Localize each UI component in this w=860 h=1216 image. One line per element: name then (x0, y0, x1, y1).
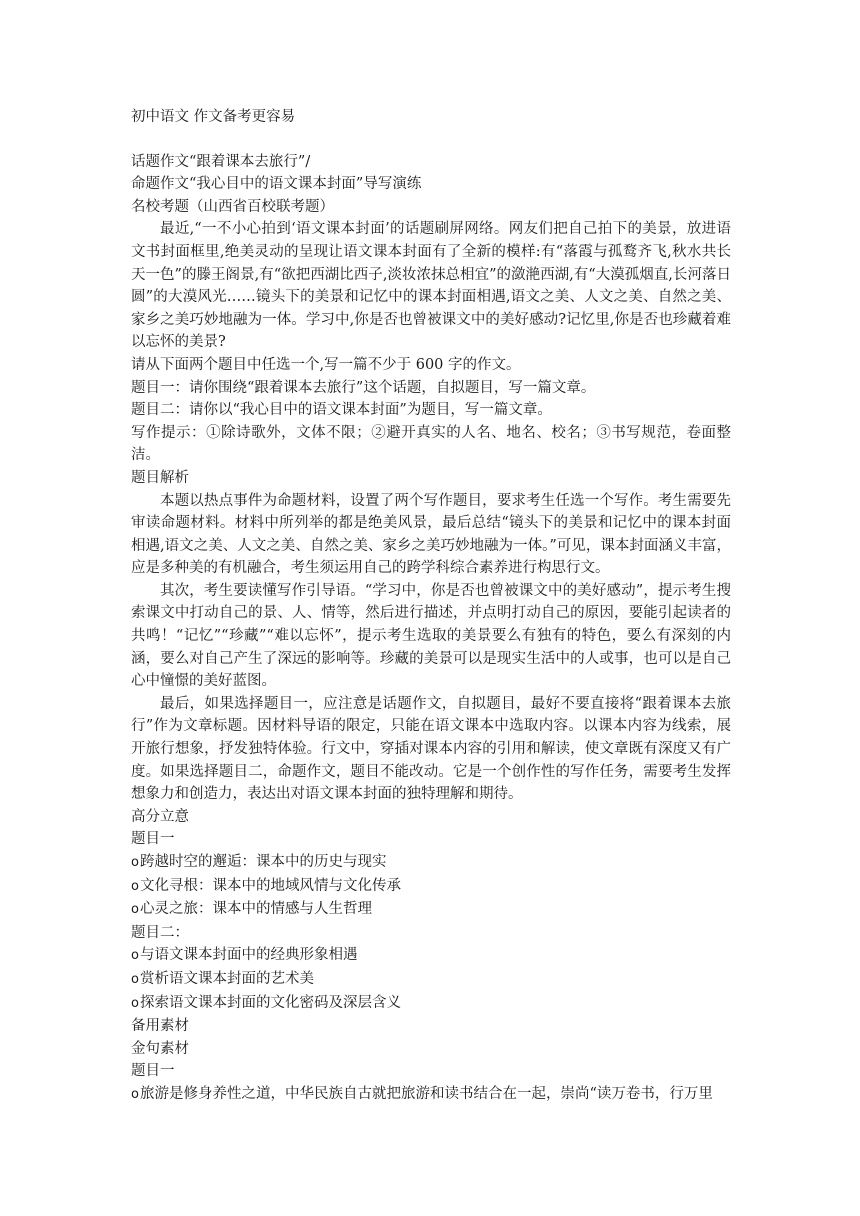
ideas-heading: 高分立意 (131, 808, 189, 825)
list-item: o 与语文课本封面中的经典形象相遇 (131, 944, 731, 968)
exam-source: 名校考题（山西省百校联考题） (131, 198, 334, 215)
analysis-paragraph-3: 最后，如果选择题目一，应注意是话题作文，自拟题目，最好不要直接将“跟着课本去旅行”作为文章标题。因材料导语的限定，只能在语文课本中选取内容。以课本内容为线索，展开旅行想象，抒发独特体验。行文中，穿插对课本内容的引用和解读，使文章既有深度又有广度。如果选择题目二，命题作文，题目不能改动。它是一个创作性的写作任务，需要考生发挥想象力和创造力，表达出对语文课本封面的独特理解和期待。 (131, 695, 731, 803)
ideas-topic1-label: 题目一 (131, 831, 175, 848)
quotes-heading: 金句素材 (131, 1040, 189, 1057)
analysis-paragraph-2: 其次，考生要读懂写作引导语。“学习中，你是否也曾被课文中的美好感动”，提示考生搜索课文中打动自己的景、人、情等，然后进行描述，并点明打动自己的原因，要能引起读者的共鸣！“记忆”“珍藏”“难以忘怀”，提示考生选取的美景要么有独有的特色，要么有深刻的内涵，要么对自己产生了深远的影响等。珍藏的美景可以是现实生活中的人或事，也可以是自己心中憧憬的美好蓝图。 (131, 582, 731, 690)
writing-tips: 写作提示：①除诗歌外，文体不限；②避开真实的人名、地名、校名；③书写规范，卷面整洁。 (131, 424, 731, 464)
list-item: o 心灵之旅：课本中的情感与人生哲理 (131, 898, 731, 922)
list-item: o 赏析语文课本封面的艺术美 (131, 968, 731, 992)
topic-one-line: 题目一：请你围绕“跟着课本去旅行”这个话题，自拟题目，写一篇文章。 (131, 379, 596, 396)
document-page (131, 96, 731, 1107)
ideas-topic2-label: 题目二： (131, 924, 189, 941)
topic-two-line: 题目二：请你以“我心目中的语文课本封面”为题目，写一篇文章。 (131, 402, 552, 419)
list-item: o 旅游是修身养性之道，中华民族自古就把旅游和读书结合在一起，崇尚“读万卷书，行万里 (131, 1083, 731, 1107)
document-title: 初中语文 作文备考更容易 (131, 109, 296, 125)
topic-heading-2: 命题作文“我心目中的语文课本封面”导写演练 (131, 176, 422, 193)
topic-heading-1: 话题作文“跟着课本去旅行”/ (131, 153, 311, 170)
instruction-line: 请从下面两个题目中任选一个,写一篇不少于 600 字的作文。 (131, 356, 521, 373)
material-paragraph: 最近,“一不小心拍到‘语文课本封面’的话题刷屏网络。网友们把自己拍下的美景，放进语文书封面框里,绝美灵动的呈现让语文课本封面有了全新的模样:有“落霞与孤鹜齐飞,秋水共长天一色”的滕王阁景,有“欲把西湖比西子,淡妆浓抹总相宜”的潋滟西湖,有“大漠孤烟直,长河落日圆”的大漠风光……镜头下的美景和记忆中的课本封面相遇,语文之美、人文之美、自然之美、家乡之美巧妙地融为一体。学习中,你是否也曾被课文中的美好感动?记忆里,你是否也珍藏着难以忘怀的美景? (131, 221, 731, 351)
analysis-heading: 题目解析 (131, 469, 189, 486)
materials-heading: 备用素材 (131, 1018, 189, 1035)
quotes-topic1-label: 题目一 (131, 1063, 175, 1080)
list-item: o 跨越时空的邂逅：课本中的历史与现实 (131, 851, 731, 875)
list-item: o 探索语文课本封面的文化密码及深层含义 (131, 992, 731, 1016)
list-item: o 文化寻根：课本中的地域风情与文化传承 (131, 875, 731, 899)
analysis-paragraph-1: 本题以热点事件为命题材料，设置了两个写作题目，要求考生任选一个写作。考生需要先审读命题材料。材料中所列举的都是绝美风景，最后总结“镜头下的美景和记忆中的课本封面相遇,语文之美、人文之美、自然之美、家乡之美巧妙地融为一体。”可见，课本封面涵义丰富，应是多种美的有机融合，考生须运用自己的跨学科综合素养进行构思行文。 (131, 492, 731, 577)
